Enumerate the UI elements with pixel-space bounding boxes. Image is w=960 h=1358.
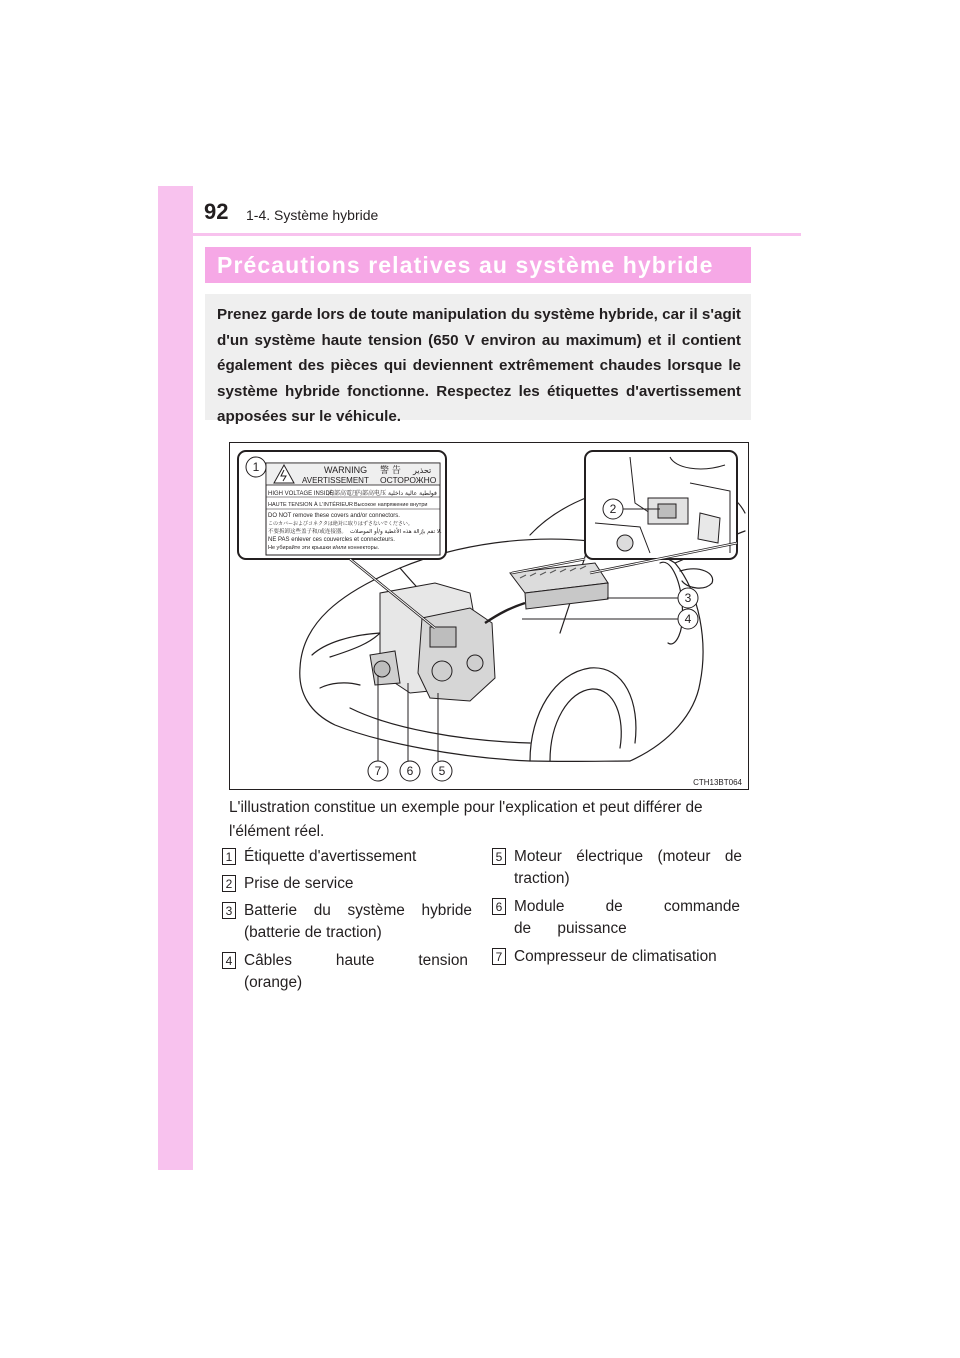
intro-text: Prenez garde lors de toute manipulation du système hybride, car il s'agit d'un système haute tension (650 V environ au maximum) et il contient également des pièces qui deviennent extrêmement chaudes lorsque le système hybride fonctionne. Respectez les étiquettes d'avertissement apposées sur le véhicule.: [217, 306, 741, 425]
legend-num-2: 2: [222, 875, 236, 892]
legend-item-1: [222, 846, 472, 868]
intro-box: [205, 294, 751, 425]
legend-num-4: 4: [222, 952, 236, 969]
label-hv-ar: فولطية عالية داخلية: [388, 490, 437, 497]
figure-code: CTH13BT064: [693, 778, 742, 787]
legend-text-4: Câbles haute tension (orange): [244, 952, 468, 991]
legend-text-7: Compresseur de climatisation: [514, 948, 717, 965]
label-title-fr: AVERTISSEMENT: [302, 476, 369, 485]
legend-text-3: Batterie du système hybride (batterie de traction): [244, 902, 472, 941]
callout-2: 2: [609, 502, 617, 516]
label-title-en: WARNING: [324, 465, 368, 475]
header-rule: [193, 233, 801, 236]
label-line-fr: NE PAS enlever ces couvercles et connecteurs.: [268, 537, 395, 543]
service-plug-inset: [512, 451, 737, 573]
figure-caption: L'illustration constitue un exemple pour l'explication et peut différer de l'élément réel.: [229, 799, 703, 840]
callout-6: 6: [406, 764, 414, 778]
label-line-jp: このカバーおよびコネクタは絶対に取りはずさないでください。: [268, 521, 413, 527]
label-line-cn: 不要拆卸这些盖子和/或连接器。: [268, 529, 347, 535]
callout-5: 5: [438, 764, 446, 778]
label-line-ar: لا تقم بإزالة هذه الأغطية و/أو الموصلات.: [350, 529, 442, 535]
label-hv-jp: 内部高電圧: [328, 490, 359, 497]
heading-banner: [205, 247, 751, 283]
legend-item-6: [492, 896, 750, 940]
callout-1: 1: [252, 460, 260, 474]
callout-7: 7: [374, 764, 382, 778]
page-heading: Précautions relatives au système hybride: [217, 251, 714, 278]
legend-item-3: [222, 900, 472, 944]
callout-4: 4: [684, 612, 692, 626]
legend-num-6: 6: [492, 898, 506, 915]
side-tab-strip: [158, 186, 193, 1170]
high-voltage-cable: [485, 603, 525, 623]
label-title-ru: ОСТОРОЖНО: [380, 475, 437, 485]
legend-text-1: Étiquette d'avertissement: [244, 848, 417, 865]
legend-item-2: [222, 873, 472, 895]
label-hv-cn: 内部高电压: [356, 490, 387, 497]
legend-text-2: Prise de service: [244, 875, 354, 892]
label-hv-en: HIGH VOLTAGE INSIDE: [268, 491, 334, 497]
legend-item-7: [492, 946, 750, 968]
label-line-en: DO NOT remove these covers and/or connectors.: [268, 513, 400, 519]
page-number: 92: [204, 199, 229, 224]
label-title-ar: تحذير: [413, 466, 432, 475]
section-title: 1-4. Système hybride: [246, 207, 379, 223]
legend-num-5: 5: [492, 848, 506, 865]
label-hv-fr: HAUTE TENSION À L'INTÉRIEUR: [268, 502, 353, 508]
legend-text-6: Module de commande de puissance: [514, 898, 740, 937]
hybrid-system-illustration: [229, 442, 749, 790]
legend-num-7: 7: [492, 948, 506, 965]
legend-num-3: 3: [222, 902, 236, 919]
legend-num-1: 1: [222, 848, 236, 865]
engine-block: [370, 583, 495, 701]
legend-item-4: [222, 950, 472, 994]
label-hv-ru: Высокое напряжение внутри: [354, 502, 428, 508]
callout-3: 3: [684, 591, 692, 605]
label-line-ru: Не убирайте эти крышки и/или коннекторы.: [268, 545, 380, 551]
legend-item-5: [492, 846, 750, 890]
label-title-jp: 警 告: [380, 466, 401, 476]
legend-text-5: Moteur électrique (moteur de traction): [514, 848, 742, 887]
